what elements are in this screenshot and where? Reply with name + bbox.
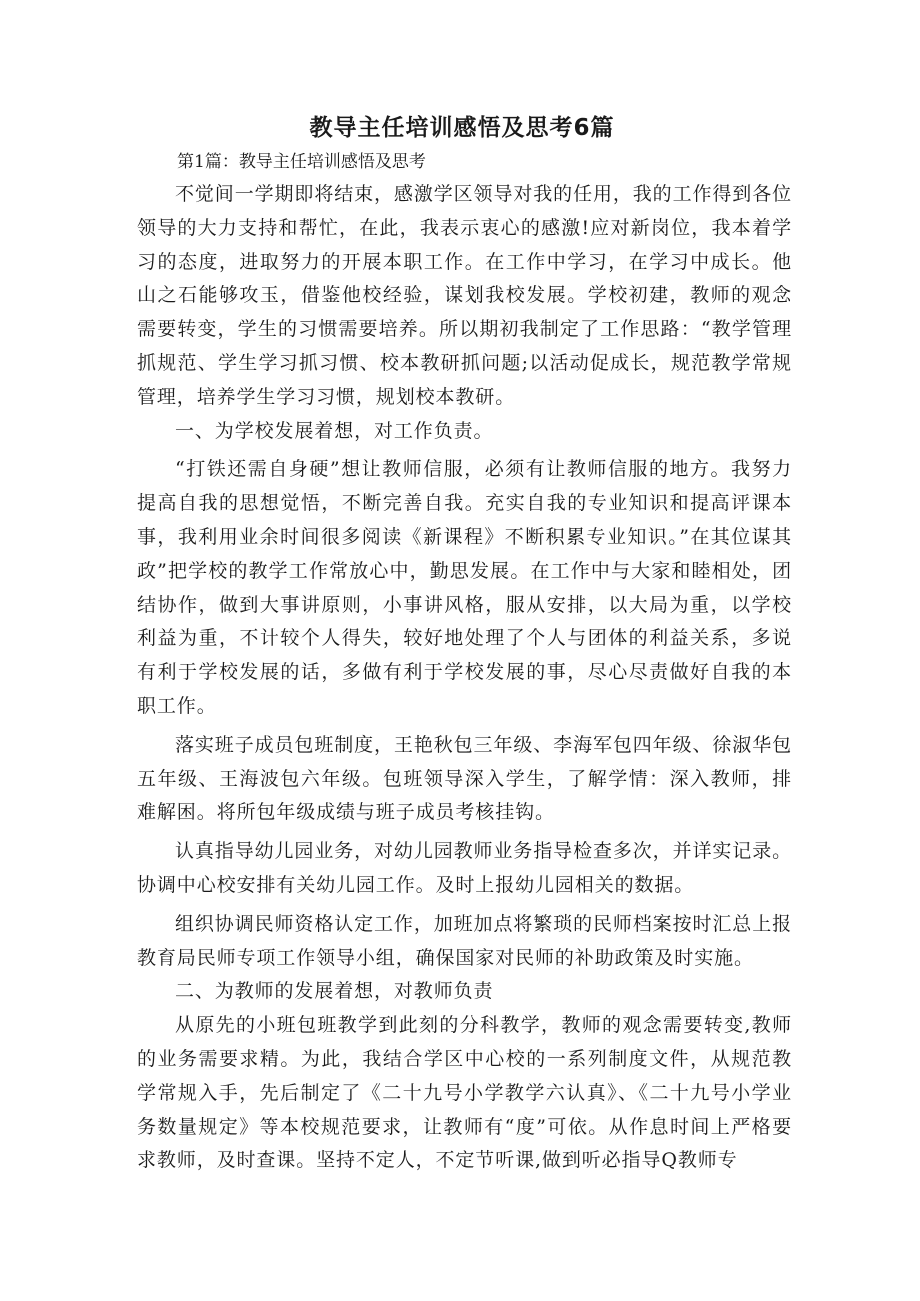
paragraph-teaching-standards: 从原先的小班包班教学到此刻的分科教学，教师的观念需要转变,教师的业务需要求精。为此，我结合学区中心校的一系列制度文件，从规范教学常规入手，先后制定了《二十九号小学教学六认真》、《二十九号小学业务数量规定》等本校规范要求，让教师有“度”可依。从作息时间上严格要求教师，及时查课。坚持不定人，不定节听课,做到听必指导Q教师专 [137,1014,792,1172]
section-heading-1: 一、为学校发展着想，对工作负责。 [175,419,494,442]
paragraph-kindergarten: 认真指导幼儿园业务，对幼儿园教师业务指导检查多次，并详实记录。协调中心校安排有关幼儿园工作。及时上报幼儿园相关的数据。 [137,840,792,896]
paragraph-intro: 不觉间一学期即将结束，感激学区领导对我的任用，我的工作得到各位领导的大力支持和帮忙，在此，我表示衷心的感激!应对新岗位，我本着学习的态度，进取努力的开展本职工作。在工作中学习，在学习中成长。他山之石能够攻玉，借鉴他校经验，谋划我校发展。学校初建，教师的观念需要转变，学生的习惯需要培养。所以期初我制定了工作思路：“教学管理抓规范、学生学习抓习惯、校本教研抓问题;以活动促成长，规范教学常规管理，培养学生学习习惯，规划校本教研。 [137,183,792,408]
document-title: 教导主任培训感悟及思考6篇 [309,115,615,141]
paragraph-self-improvement: “打铁还需自身硬”想让教师信服，必须有让教师信服的地方。我努力提高自我的思想觉悟，不断完善自我。充实自我的专业知识和提高评课本事，我利用业余时间很多阅读《新课程》不断积累专业知识。”在其位谋其政”把学校的教学工作常放心中，勤思发展。在工作中与大家和睦相处，团结协作，做到大事讲原则，小事讲风格，服从安排，以大局为重，以学校利益为重，不计较个人得失，较好地处理了个人与团体的利益关系，多说有利于学校发展的话，多做有利于学校发展的事，尽心尽责做好自我的本职工作。 [137,458,792,717]
document-subtitle: 第1篇：教导主任培训感悟及思考 [177,152,426,172]
paragraph-class-responsibility: 落实班子成员包班制度，王艳秋包三年级、李海军包四年级、徐淑华包五年级、王海波包六年级。包班领导深入学生，了解学情：深入教师，排难解困。将所包年级成绩与班子成员考核挂钩。 [137,733,792,824]
section-heading-2: 二、为教师的发展着想，对教师负责 [175,980,494,1003]
paragraph-teacher-qualification: 组织协调民师资格认定工作，加班加点将繁琐的民师档案按时汇总上报教育局民师专项工作领导小组，确保国家对民师的补助政策及时实施。 [137,912,792,969]
